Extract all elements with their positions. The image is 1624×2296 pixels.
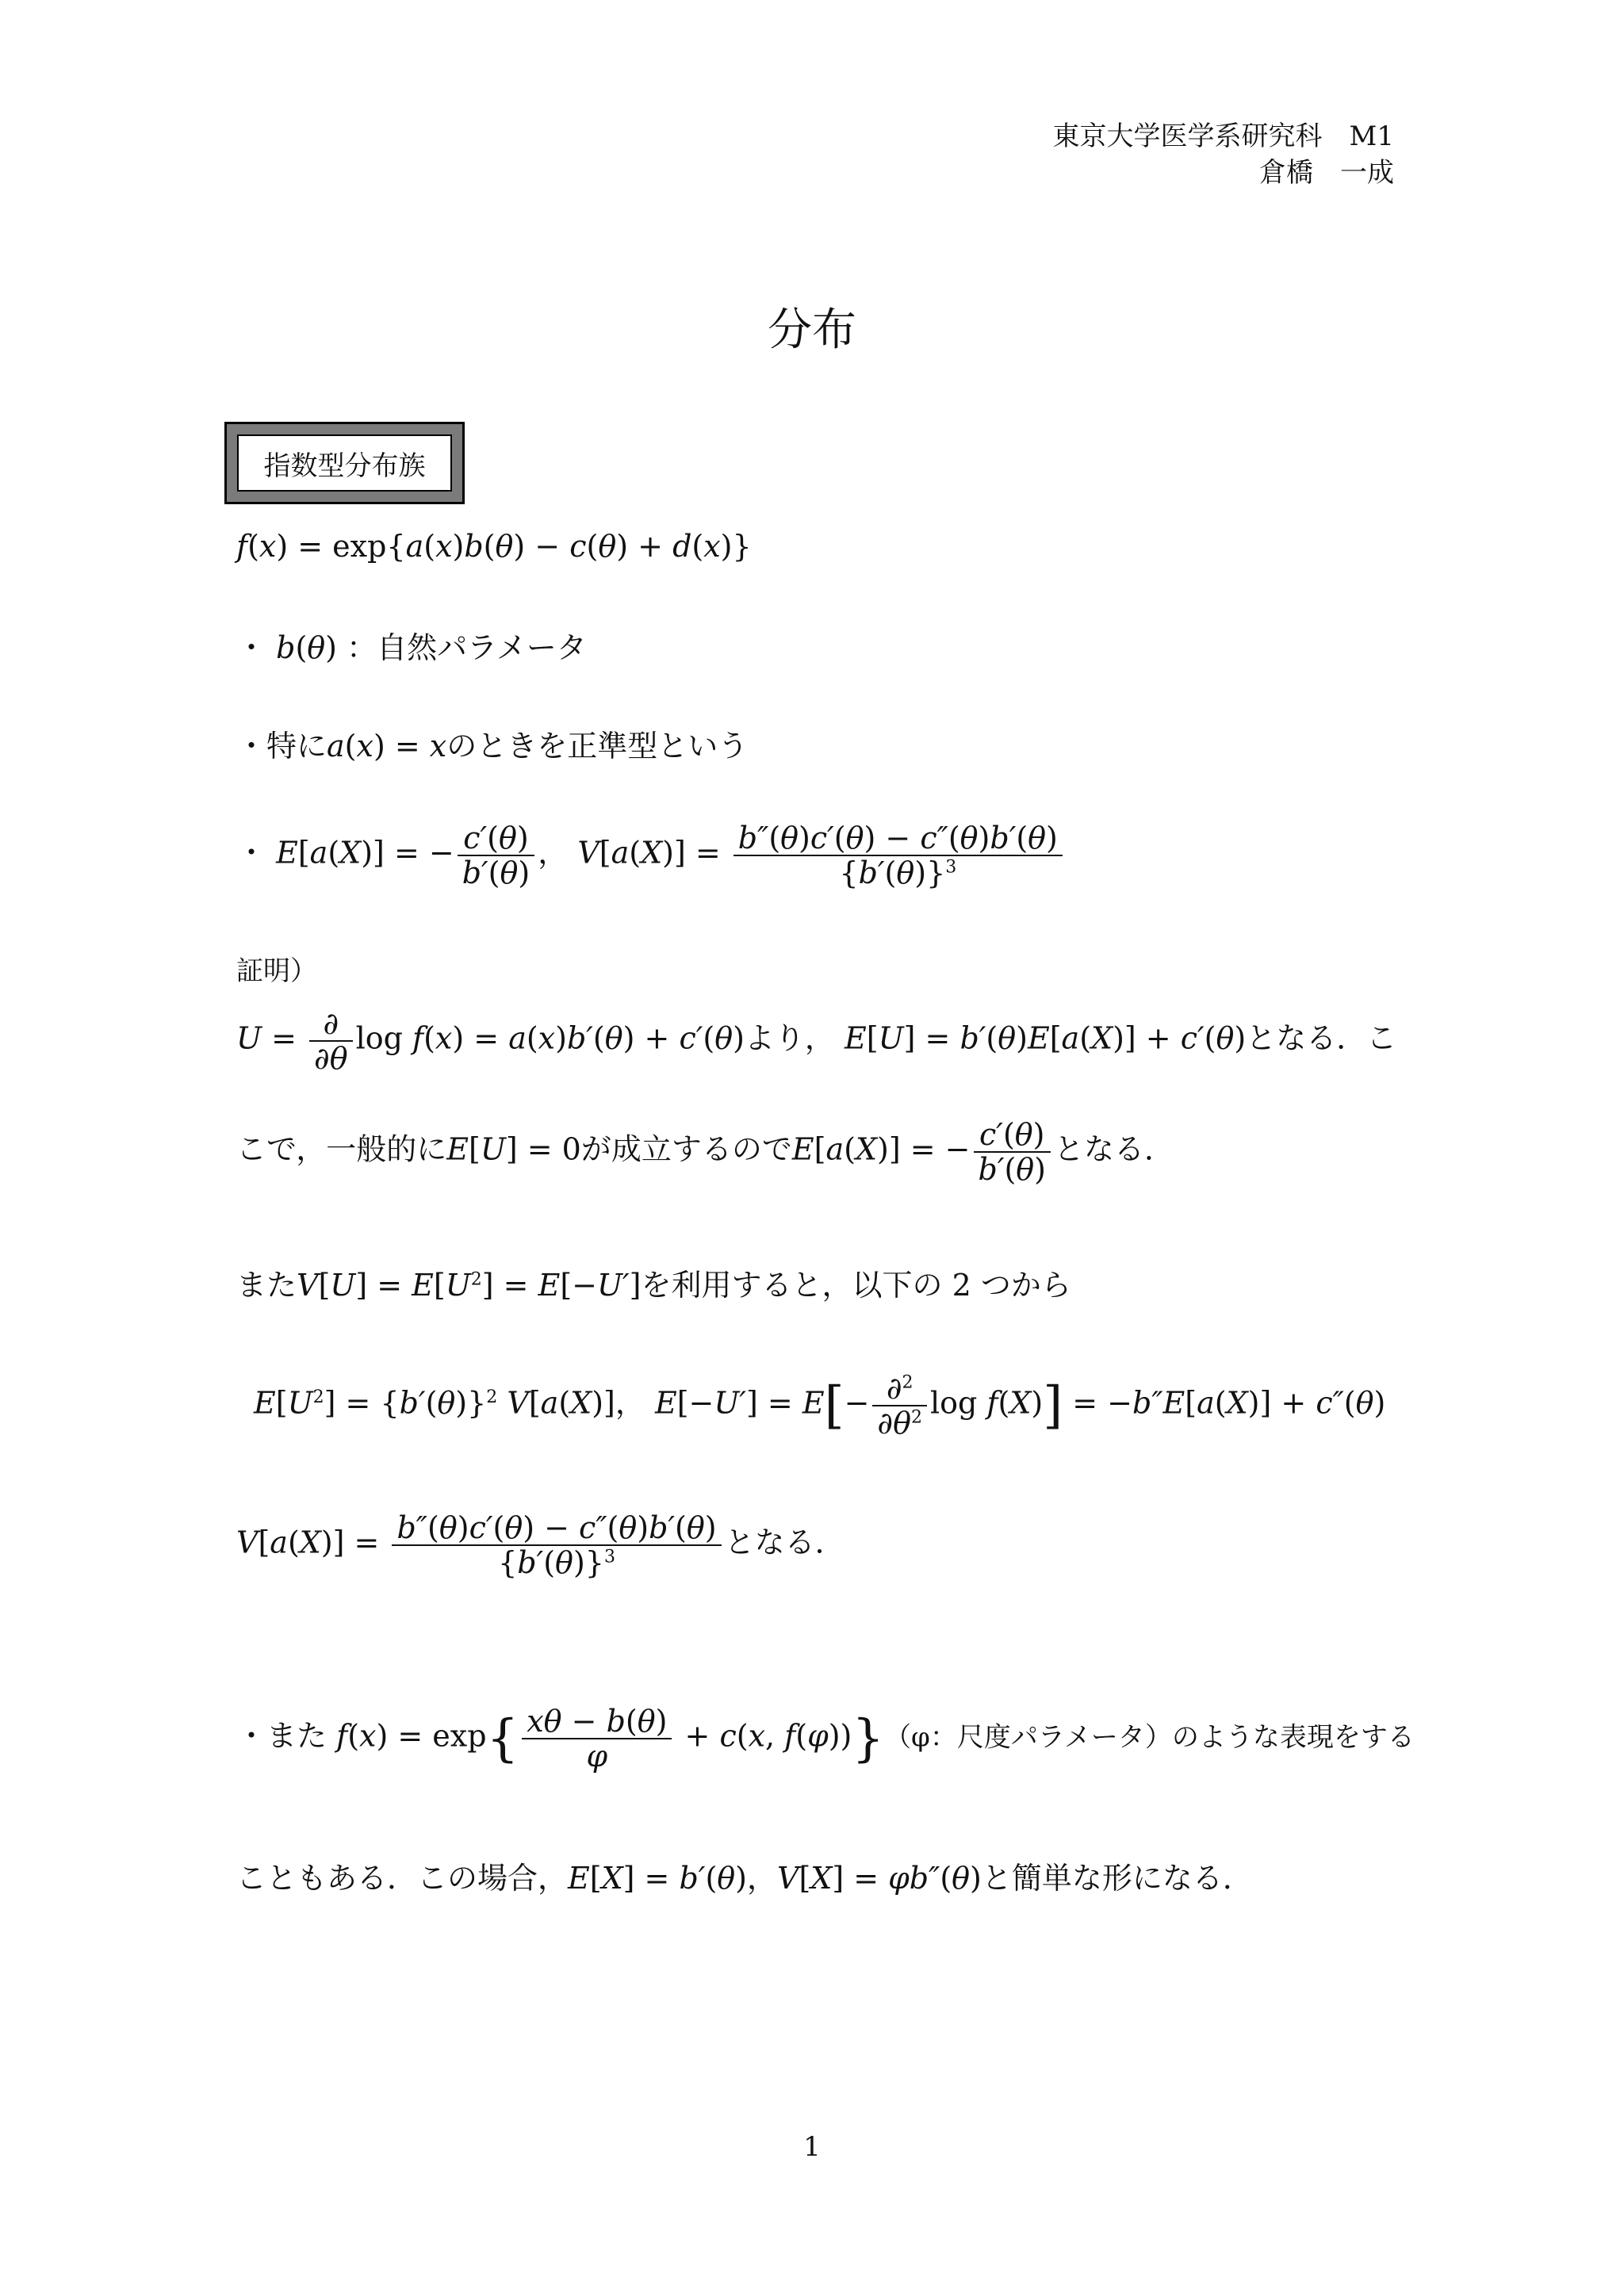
header-affiliation: 東京大学医学系研究科 M1 [1052,121,1394,152]
proof-line-3: また$V[U] = E[U^2] = E[-U']$を利用すると，以下の 2 つから [236,1268,1071,1303]
final-line: こともある．この場合，E[X] = b′(θ)，V[X] = φb″(θ)と簡単な形になる． [236,1861,1253,1896]
header-author: 倉橋 一成 [1259,157,1394,189]
natural-parameter-line: ・ b(θ) ：自然パラメータ [236,630,587,665]
section-label: 指数型分布族 [237,434,452,492]
proof-line-4: $E[U^2] = \{b'(\theta)\}^2$ V[a(X)]， E[−U′] = E[− $\frac{\partial^2}{\partial\theta^2}$ log f(X)] = −b″E[a(X)] + c″(θ) [254,1371,1386,1441]
mean-variance-formula: ・ E[a(X)] = − $\frac{c'(\theta)}{b'(\theta)}$ ， V[a(X)] = $\frac{b''(\theta)c'(\theta) - c''(\theta)b'(\theta)}{\{b'(\theta)\}^3}$ [236,821,1066,890]
canonical-form-line: ・特にa(x) = xのときを正準型という [236,729,749,763]
proof-label: 証明） [236,955,317,987]
proof-line-1: U = $\frac{\partial}{\partial\theta}$ log f(x) = a(x)b′(θ) + c′(θ)より， E[U] = b′(θ)E[a(X)] + c′(θ)となる．こ [236,1006,1397,1076]
dispersion-form-line: ・また f(x) = exp{ $\frac{x\theta - b(\theta)}{\varphi}$ + c(x, f(φ))}（φ：尺度パラメータ）のような表現をする [236,1704,1415,1774]
proof-line-2: こで，一般的にE[U] = 0が成立するのでE[a(X)] = − $\frac{c'(\theta)}{b'(\theta)}$ となる． [236,1117,1175,1187]
section-box [224,422,465,504]
natural-parameter-text: ：自然パラメータ [347,630,587,665]
proof-line-5: V[a(X)] = $\frac{b''(\theta)c'(\theta) - c''(\theta)b'(\theta)}{\{b'(\theta)\}^3}$ となる． [236,1510,845,1580]
page-title: 分布 [768,304,856,356]
page-number: 1 [803,2131,821,2163]
formula-exponential-family: f(x) = exp{a(x)b(θ) − c(θ) + d(x)} [236,529,752,564]
